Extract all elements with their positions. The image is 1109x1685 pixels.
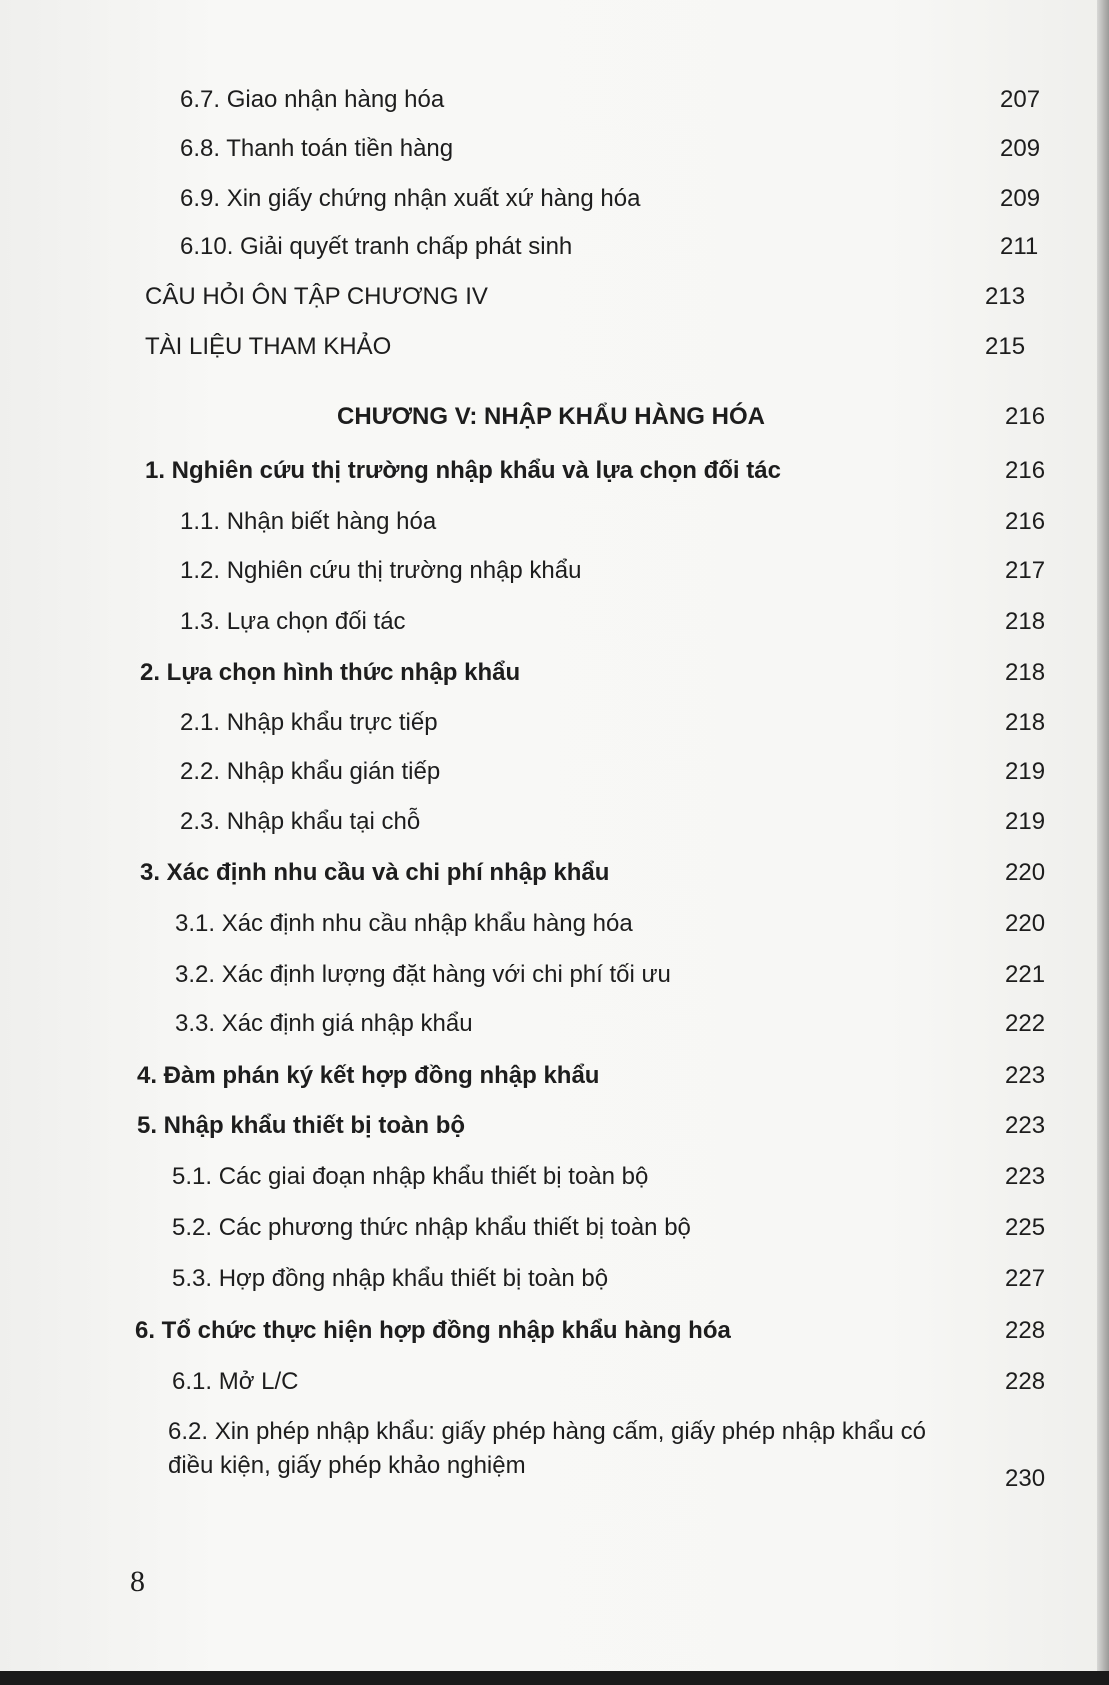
toc-entry-page: 225 [1005, 1214, 1046, 1241]
toc-entry [145, 329, 1026, 365]
toc-entry [180, 229, 1039, 265]
toc-entry-title: 5.3. Hợp đồng nhập khẩu thiết bị toàn bộ [172, 1265, 609, 1292]
toc-entry-title: 2.2. Nhập khẩu gián tiếp [180, 758, 441, 785]
toc-entry-title: 6. Tổ chức thực hiện hợp đồng nhập khẩu hàng hóa [135, 1317, 731, 1344]
toc-entry-title: CÂU HỎI ÔN TẬP CHƯƠNG IV [145, 283, 488, 310]
toc-entry [145, 453, 1046, 489]
toc-entry-title: TÀI LIỆU THAM KHẢO [145, 333, 392, 360]
toc-entry [175, 957, 1046, 993]
toc-entry-page: 209 [1000, 135, 1041, 162]
toc-entry [172, 1261, 1046, 1297]
toc-entry-title: 2.3. Nhập khẩu tại chỗ [180, 808, 421, 835]
toc-entry-page: 217 [1005, 557, 1046, 584]
toc-entry [180, 553, 1046, 589]
toc-entry-title: 1.2. Nghiên cứu thị trường nhập khẩu [180, 557, 582, 584]
toc-entry-title: 6.9. Xin giấy chứng nhận xuất xứ hàng hóa [180, 185, 641, 212]
toc-entry-page: 227 [1005, 1265, 1046, 1292]
toc-entry [172, 1159, 1046, 1195]
toc-entry-title: CHƯƠNG V: NHẬP KHẨU HÀNG HÓA [337, 403, 765, 430]
toc-entry [135, 1313, 1046, 1349]
toc-entry-title: 3.3. Xác định giá nhập khẩu [175, 1010, 473, 1037]
toc-entry-page: 211 [1000, 233, 1039, 260]
toc-entry-title: 5. Nhập khẩu thiết bị toàn bộ [137, 1112, 466, 1139]
page-number: 8 [130, 1565, 145, 1598]
toc-entry [175, 906, 1046, 942]
toc-entry-title: 3.2. Xác định lượng đặt hàng với chi phí tối ưu [175, 961, 671, 988]
toc-entry [180, 82, 1041, 118]
toc-entry [180, 131, 1041, 167]
toc-entry-page: 220 [1005, 910, 1046, 937]
toc-entry [180, 705, 1046, 741]
toc-entry [172, 1364, 1046, 1400]
toc-entry-page: 218 [1005, 608, 1046, 635]
toc-entry [168, 1415, 1046, 1492]
toc-entry-title: 5.1. Các giai đoạn nhập khẩu thiết bị toàn bộ [172, 1163, 649, 1190]
toc-entry [137, 1058, 1046, 1094]
toc-entry-page: 215 [985, 333, 1026, 360]
toc-entry [137, 1108, 1046, 1144]
toc-entry-page: 218 [1005, 659, 1046, 686]
toc-entry-page: 219 [1005, 758, 1046, 785]
toc-entry-title: 1. Nghiên cứu thị trường nhập khẩu và lựa chọn đối tác [145, 457, 781, 484]
toc-entry-page: 223 [1005, 1163, 1046, 1190]
toc-entry-title: 6.2. Xin phép nhập khẩu: giấy phép hàng cấm, giấy phép nhập khẩu có điều kiện, giấy phép khảo nghiệm [168, 1418, 926, 1479]
toc-entry-page: 216 [1005, 403, 1046, 430]
toc-entry [145, 279, 1026, 315]
toc-entry-title: 1.3. Lựa chọn đối tác [180, 608, 406, 635]
toc-entry [140, 655, 1046, 691]
toc-entry-page: 220 [1005, 859, 1046, 886]
toc-entry-title: 6.10. Giải quyết tranh chấp phát sinh [180, 233, 573, 260]
toc-entry-title: 1.1. Nhận biết hàng hóa [180, 508, 437, 535]
toc-entry-page: 207 [1000, 86, 1041, 113]
toc-entry-title: 3.1. Xác định nhu cầu nhập khẩu hàng hóa [175, 910, 633, 937]
toc-entry-title: 3. Xác định nhu cầu và chi phí nhập khẩu [140, 859, 610, 886]
toc-entry-title: 2. Lựa chọn hình thức nhập khẩu [140, 659, 521, 686]
toc-entry [180, 504, 1046, 540]
toc-entry-page: 213 [985, 283, 1026, 310]
toc-entry-page: 228 [1005, 1317, 1046, 1344]
toc-entry [180, 754, 1046, 790]
toc-entry-title: 4. Đàm phán ký kết hợp đồng nhập khẩu [137, 1062, 600, 1089]
toc-entry [140, 855, 1046, 891]
toc-entry [180, 604, 1046, 640]
toc-entry-title: 6.1. Mở L/C [172, 1368, 299, 1395]
toc-entry-page: 228 [1005, 1368, 1046, 1395]
scan-bottom-strip [0, 1671, 1109, 1685]
toc-entry-title: 2.1. Nhập khẩu trực tiếp [180, 709, 438, 736]
toc-entry-page: 216 [1005, 508, 1046, 535]
toc-entry-page: 216 [1005, 457, 1046, 484]
toc-entry-page: 219 [1005, 808, 1046, 835]
toc-entry-page: 223 [1005, 1112, 1046, 1139]
toc-entry-title: 6.8. Thanh toán tiền hàng [180, 135, 454, 162]
toc-entry-title: 5.2. Các phương thức nhập khẩu thiết bị toàn bộ [172, 1214, 691, 1241]
toc-entry-page: 218 [1005, 709, 1046, 736]
toc-entry-page: 230 [1005, 1465, 1046, 1492]
toc-entry-title: 6.7. Giao nhận hàng hóa [180, 86, 445, 113]
toc-entry [175, 1006, 1046, 1042]
page-edge-shadow [1097, 0, 1109, 1685]
toc-entry [180, 804, 1046, 840]
toc-entry [172, 1210, 1046, 1246]
toc-entry-page: 209 [1000, 185, 1041, 212]
toc-entry [180, 181, 1041, 217]
toc-entry-page: 222 [1005, 1010, 1046, 1037]
toc-chapter-heading [337, 399, 1046, 435]
toc-entry-page: 221 [1005, 961, 1046, 988]
toc-entry-page: 223 [1005, 1062, 1046, 1089]
